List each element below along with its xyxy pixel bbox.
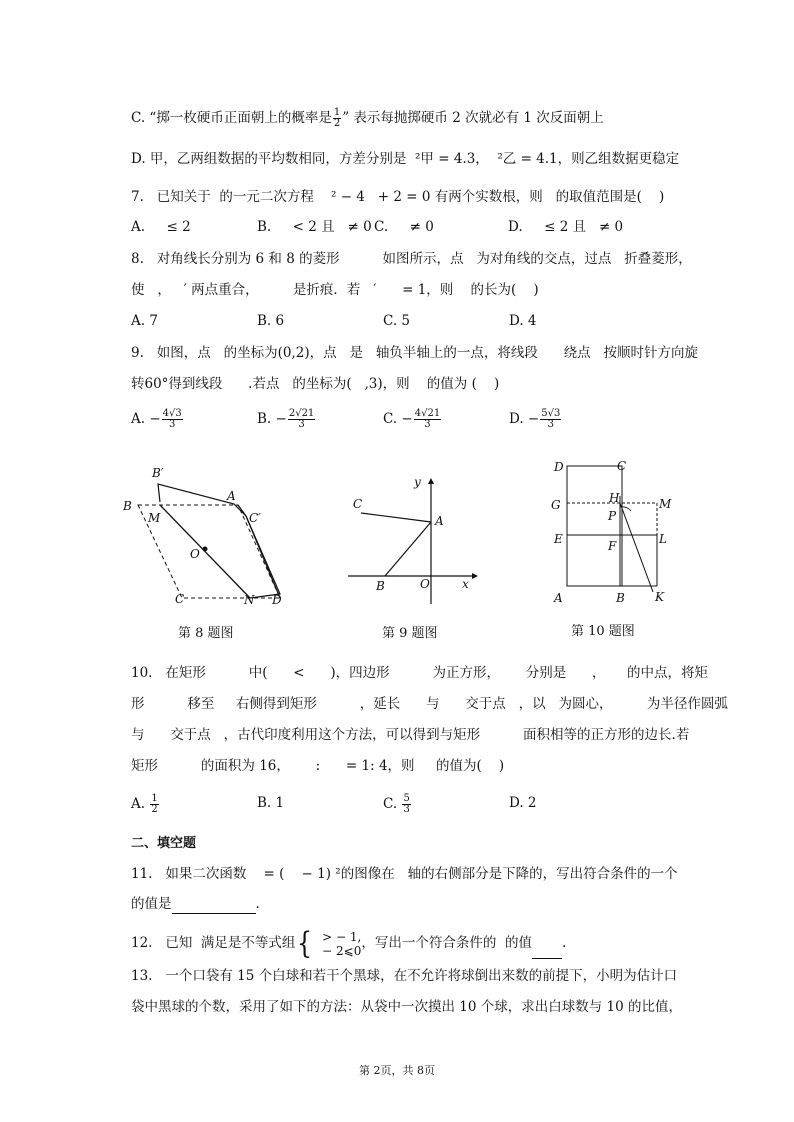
- question-10-line-3: 与 交于点 ，古代印度利用这个方法，可以得到与矩形 面积相等的正方形的边长.若: [131, 727, 690, 743]
- q9-option-c: C. − $\frac{4√21}{3}$: [383, 408, 441, 430]
- fig8-label: O: [190, 547, 200, 561]
- q8-option-d: D. 4: [509, 313, 537, 329]
- question-11-line-2: 的值是 .: [131, 896, 260, 912]
- question-8-line-2: 使 ， ′ 两点重合， 是折痕．若 ′ = 1，则 的长为( ): [131, 282, 539, 298]
- q9-option-d: D. − $\frac{5√3}{3}$: [509, 408, 561, 430]
- fig10-label: F: [608, 539, 617, 553]
- fig10-label: M: [659, 497, 672, 511]
- q10-option-c: C. $\frac{5}{3}$: [383, 793, 410, 815]
- fraction-half: $\frac{1}{2}$: [333, 107, 341, 129]
- fig10-label: C: [617, 459, 627, 473]
- figure-8-rhombus: [120, 460, 290, 610]
- question-10-line-4: 矩形 的面积为 16， : = 1: 4，则 的值为( ): [131, 758, 505, 774]
- q7-option-b: B. < 2 且 ≠ 0: [257, 219, 372, 235]
- fig8-label: C′: [249, 511, 261, 525]
- q8-option-b: B. 6: [257, 313, 285, 329]
- question-12: 12. 已知 满足是不等式组{ > − 1, − 2⩽0 ，写出一个符合条件的 的值 .: [131, 925, 567, 961]
- fig10-label: E: [554, 532, 563, 546]
- q8-option-a: A. 7: [131, 313, 158, 329]
- fig9-label: O: [420, 577, 430, 591]
- fig10-label: A: [554, 591, 563, 605]
- fig8-label: D: [272, 593, 282, 607]
- brace-icon: {: [297, 925, 313, 961]
- q7-option-d: D. ≤ 2 且 ≠ 0: [508, 219, 624, 235]
- figure-8-caption: 第 8 题图: [178, 626, 234, 641]
- fig8-label: B′: [152, 466, 164, 480]
- question-8-line-1: 8. 对角线长分别为 6 和 8 的菱形 如图所示，点 为对角线的交点，过点 折叠菱形，: [131, 251, 692, 267]
- fig9-label: x: [462, 577, 469, 591]
- figure-10-rectangle: [545, 455, 675, 610]
- fig10-label: P: [608, 509, 617, 523]
- fig8-label: C: [175, 592, 185, 606]
- fig8-label: M: [148, 511, 161, 525]
- question-10-line-1: 10. 在矩形 中( < )，四边形 为正方形， 分别是 ， 的中点，将矩: [131, 665, 708, 681]
- statement-c: C. “掷一枚硬币正面朝上的概率是 $\frac{1}{2}$ ” 表示每抛掷硬币 2 次就必有 1 次反面朝上: [131, 107, 604, 129]
- q10-option-a: A. $\frac{1}{2}$: [131, 793, 158, 815]
- q10-option-d: D. 2: [509, 795, 537, 811]
- fig10-label: G: [551, 498, 561, 512]
- statement-d: D. 甲，乙两组数据的平均数相同，方差分别是 ²甲 = 4.3， ²乙 = 4.1，则乙组数据更稳定: [131, 151, 680, 167]
- fig9-label: C: [353, 497, 363, 511]
- question-9-line-2: 转60°得到线段 .若点 的坐标为( ,3)，则 的值为 ( ): [131, 376, 500, 392]
- q9-option-a: A. − $\frac{4√3}{3}$: [131, 408, 182, 430]
- fig10-label: D: [554, 460, 564, 474]
- figure-9-coordinate: [340, 470, 485, 610]
- fig9-label: y: [414, 475, 421, 489]
- question-10-line-2: 形 移至 右侧得到矩形 ，延长 与 交于点 ，以 为圆心， 为半径作圆弧: [131, 696, 728, 712]
- fig10-label: K: [655, 590, 664, 604]
- question-9-line-1: 9. 如图，点 的坐标为(0,2)，点 是 轴负半轴上的一点，将线段 绕点 按顺时针方向旋: [131, 345, 698, 361]
- fig10-label: L: [659, 532, 667, 546]
- q9-option-b: B. − $\frac{2√21}{3}$: [257, 408, 315, 430]
- question-11-line-1: 11. 如果二次函数 = ( − 1) ²的图像在 轴的右侧部分是下降的，写出符合条件的一个: [131, 866, 678, 882]
- figure-9-caption: 第 9 题图: [382, 626, 438, 641]
- fig8-label: B: [123, 499, 132, 513]
- fig8-label: A: [227, 489, 236, 503]
- fig10-label: B: [616, 591, 625, 605]
- fig9-label: A: [435, 514, 444, 528]
- q7-option-c: C. ≠ 0: [374, 219, 434, 235]
- section-fill-in-blank: 二、填空题: [131, 836, 197, 851]
- fig8-label: N: [244, 593, 255, 607]
- question-13-line-2: 袋中黑球的个数，采用了如下的方法：从袋中一次摸出 10 个球，求出白球数与 10 的比值，: [131, 999, 683, 1015]
- q7-option-a: A. ≤ 2: [131, 219, 191, 235]
- figure-10-caption: 第 10 题图: [571, 624, 635, 639]
- question-13-line-1: 13. 一个口袋有 15 个白球和若干个黑球，在不允许将球倒出来数的前提下，小明为估计口: [131, 968, 678, 984]
- fig10-label: H: [609, 491, 620, 505]
- question-7: 7. 已知关于 的一元二次方程 ² − 4 + 2 = 0 有两个实数根，则 的取值范围是( ): [131, 189, 665, 205]
- page-footer: 第 2页，共 8页: [359, 1064, 435, 1077]
- q10-option-b: B. 1: [257, 795, 285, 811]
- fig9-label: B: [376, 579, 385, 593]
- q8-option-c: C. 5: [383, 313, 411, 329]
